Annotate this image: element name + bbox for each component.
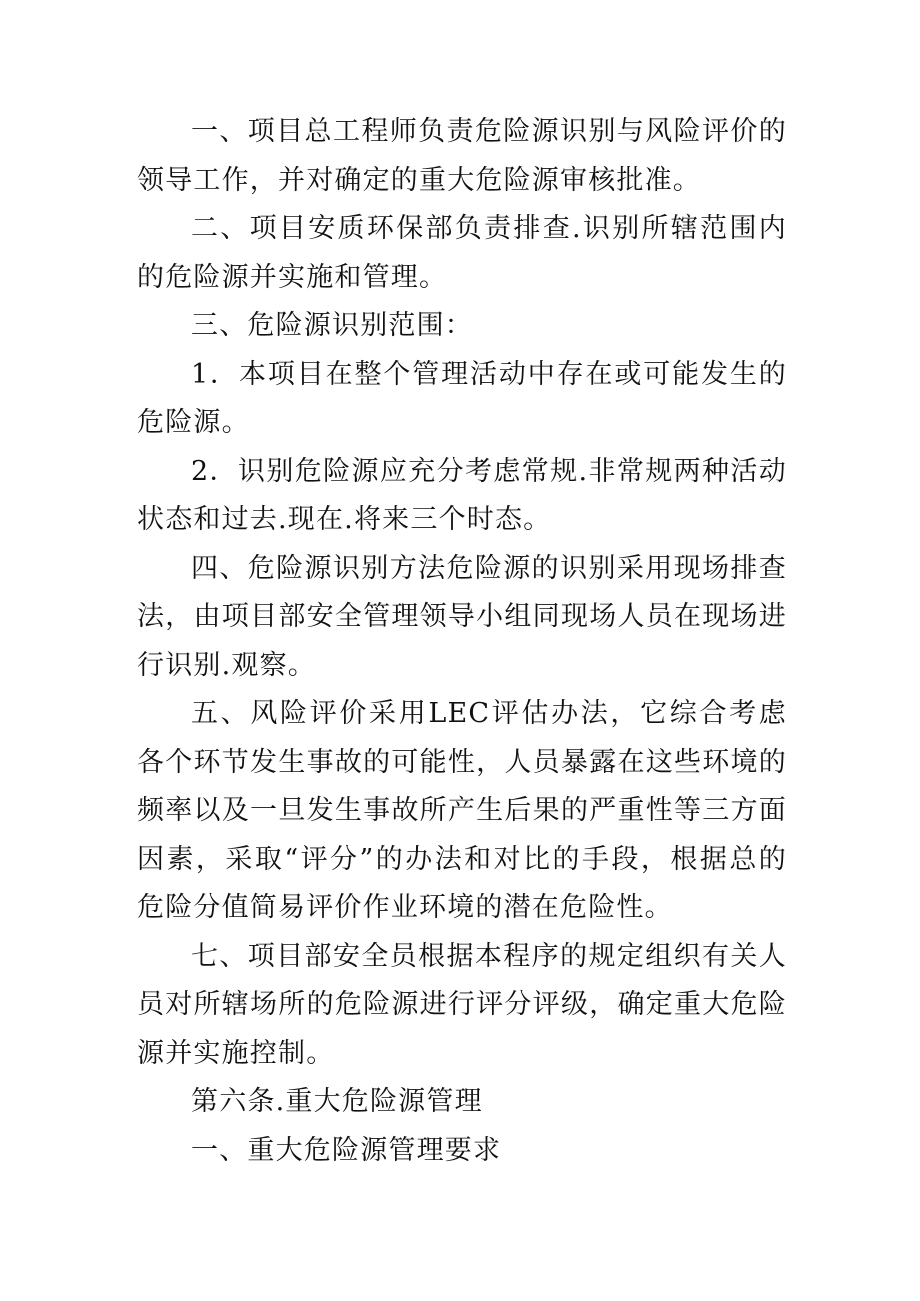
paragraph-2: 二、项目安质环保部负责排查.识别所辖范围内的危险源并实施和管理。	[137, 213, 787, 293]
subsection-heading: 一、重大危险源管理要求	[191, 1134, 502, 1166]
paragraph-7: 五、风险评价采用LEC评估办法，它综合考虑各个环节发生事故的可能性，人员暴露在这些环境的频率以及一旦发生事故所产生后果的严重性等三方面因素，采取“评分”的办法和对比的手段，根据总的危险分值简易评价作业环境的潜在危险性。	[137, 698, 787, 923]
paragraph-4: 1．本项目在整个管理活动中存在或可能发生的危险源。	[137, 358, 787, 438]
paragraph-6: 四、危险源识别方法危险源的识别采用现场排查法，由项目部安全管理领导小组同现场人员在现场进行识别.观察。	[137, 552, 787, 681]
paragraph-5: 2．识别危险源应充分考虑常规.非常规两种活动状态和过去.现在.将来三个时态。	[137, 455, 787, 535]
section-heading: 第六条.重大危险源管理	[191, 1086, 483, 1117]
document-body	[137, 108, 787, 1175]
paragraph-8: 七、项目部安全员根据本程序的规定组织有关人员对所辖场所的危险源进行评分评级，确定重大危险源并实施控制。	[137, 940, 787, 1069]
paragraph-1: 一、项目总工程师负责危险源识别与风险评价的领导工作，并对确定的重大危险源审核批准。	[137, 116, 787, 196]
paragraph-3: 三、危险源识别范围：	[191, 310, 473, 341]
